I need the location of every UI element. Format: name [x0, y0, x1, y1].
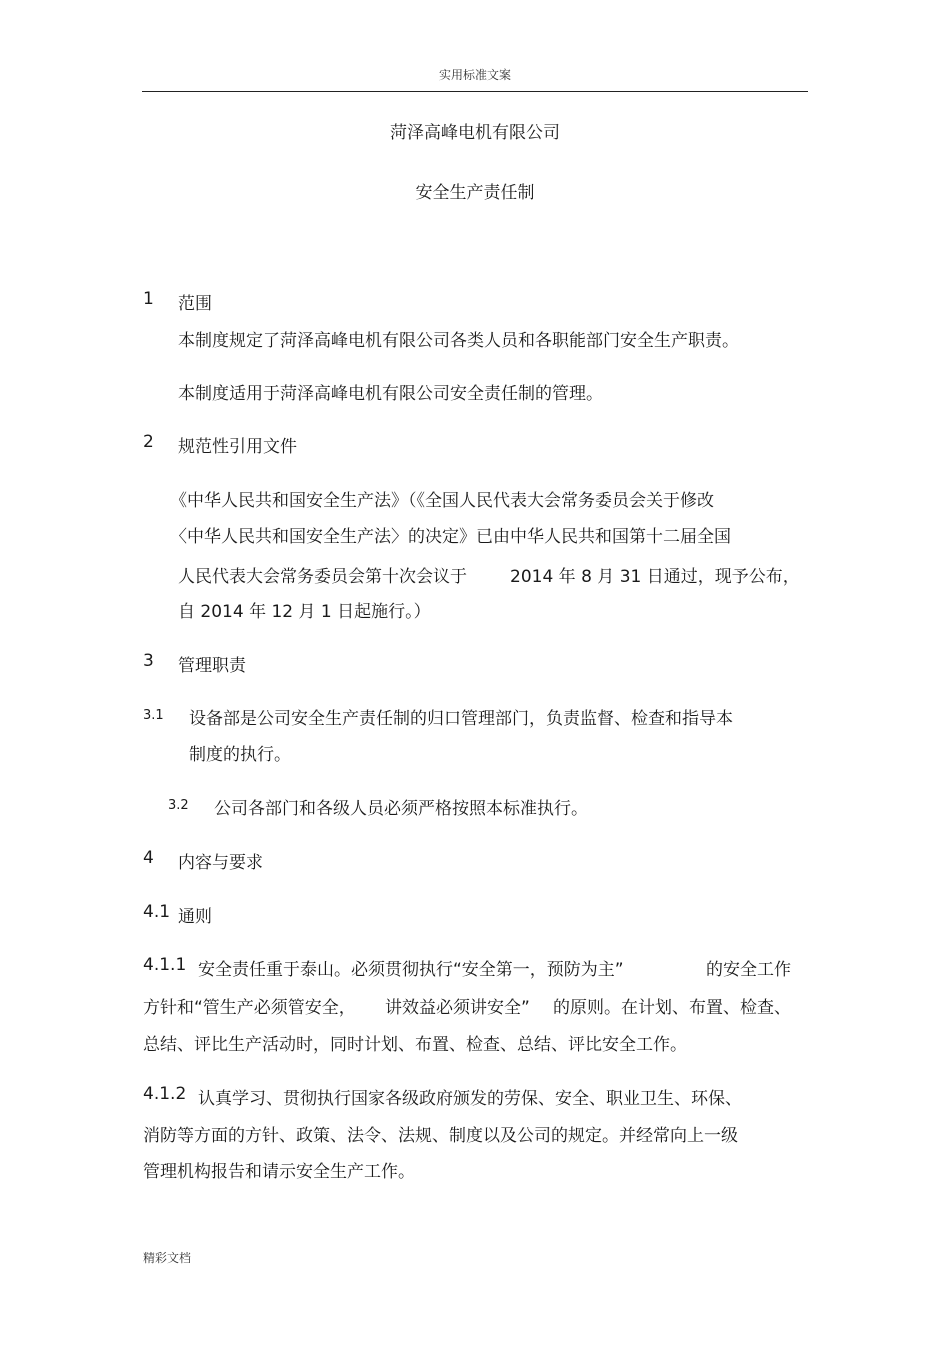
section-2-line-2: 〈中华人民共和国安全生产法〉的决定》已由中华人民共和国第十二届全国	[170, 527, 731, 547]
clause-3-1-text-a: 设备部是公司安全生产责任制的归口管理部门，负责监督、检查和指导本	[189, 709, 733, 729]
page-header: 实用标准文案	[438, 68, 511, 82]
clause-4-1-2-text-b: 消防等方面的方针、政策、法令、法规、制度以及公司的规定。并经常向上一级	[143, 1126, 738, 1146]
clause-4-1-heading: 通则	[178, 907, 212, 927]
section-2-line-3b: 2014 年 8 月 31 日通过，现予公布，	[510, 567, 800, 587]
section-2-line-3a: 人民代表大会常务委员会第十次会议于	[178, 567, 467, 587]
clause-4-1-2-text-a: 认真学习、贯彻执行国家各级政府颁发的劳保、安全、职业卫生、环保、	[198, 1089, 742, 1109]
section-2-line-1: 《中华人民共和国安全生产法》（《全国人民代表大会常务委员会关于修改	[170, 491, 714, 511]
clause-4-1-1-number: 4.1.1	[143, 955, 187, 975]
section-4-heading: 内容与要求	[178, 853, 263, 873]
clause-4-1-1-text-f: 总结、评比生产活动时，同时计划、布置、检查、总结、评比安全工作。	[143, 1035, 687, 1055]
section-3-heading: 管理职责	[178, 656, 246, 676]
clause-3-1-number: 3.1	[143, 708, 164, 723]
section-1-number: 1	[143, 289, 154, 309]
clause-4-1-1-text-a: 安全责任重于泰山。必须贯彻执行“安全第一，预防为主”	[198, 960, 624, 980]
section-1-heading: 范围	[178, 294, 212, 314]
section-2-number: 2	[143, 432, 154, 452]
clause-4-1-2-text-c: 管理机构报告和请示安全生产工作。	[143, 1162, 415, 1182]
document-title: 安全生产责任制	[415, 183, 535, 203]
clause-4-1-1-text-b: 的安全工作	[706, 960, 791, 980]
clause-4-1-number: 4.1	[143, 902, 171, 922]
clause-4-1-1-text-d: 讲效益必须讲安全”	[385, 998, 530, 1018]
clause-4-1-2-number: 4.1.2	[143, 1084, 187, 1104]
section-2-line-4: 自 2014 年 12 月 1 日起施行。）	[178, 602, 431, 622]
clause-3-1-text-b: 制度的执行。	[189, 745, 291, 765]
section-1-paragraph-1: 本制度规定了菏泽高峰电机有限公司各类人员和各职能部门安全生产职责。	[178, 331, 739, 351]
clause-3-2-number: 3.2	[168, 798, 189, 813]
section-2-heading: 规范性引用文件	[178, 437, 297, 457]
page-footer: 精彩文档	[143, 1251, 192, 1265]
section-3-number: 3	[143, 651, 154, 671]
header-rule	[142, 91, 808, 92]
clause-3-2-text: 公司各部门和各级人员必须严格按照本标准执行。	[214, 799, 588, 819]
company-title: 菏泽高峰电机有限公司	[390, 123, 560, 143]
clause-4-1-1-text-e: 的原则。在计划、布置、检查、	[553, 998, 791, 1018]
section-4-number: 4	[143, 848, 154, 868]
clause-4-1-1-text-c: 方针和“管生产必须管安全，	[143, 998, 356, 1018]
section-1-paragraph-2: 本制度适用于菏泽高峰电机有限公司安全责任制的管理。	[178, 384, 603, 404]
